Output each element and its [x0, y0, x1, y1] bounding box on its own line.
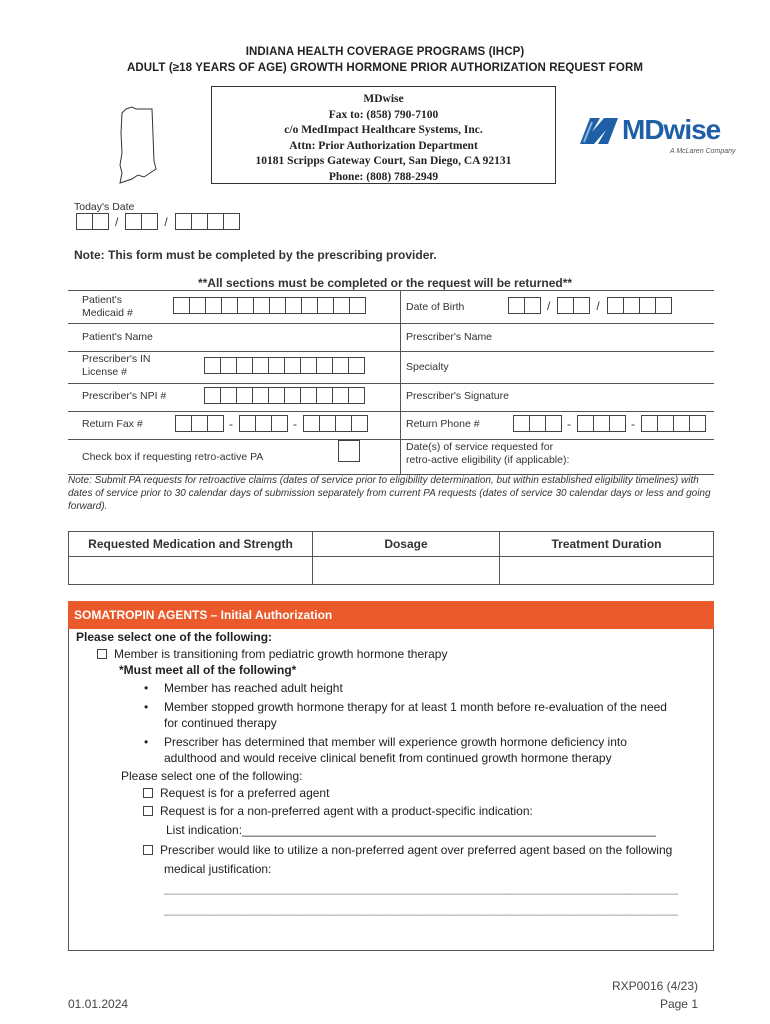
- option-transition-label: Member is transitioning from pediatric growth hormone therapy: [114, 647, 448, 661]
- table-row: [68, 351, 714, 384]
- form-title-line2: ADULT (≥18 YEARS OF AGE) GROWTH HORMONE PRIOR AUTHORIZATION REQUEST FORM: [126, 62, 644, 74]
- specialty-label: Specialty: [406, 361, 449, 373]
- duration-input[interactable]: [502, 559, 710, 581]
- return-fax-label: Return Fax #: [82, 418, 143, 430]
- dosage-input[interactable]: [315, 559, 497, 581]
- medicaid-label-1: Patient's: [82, 294, 122, 306]
- todays-date-label: Today's Date: [74, 201, 135, 213]
- license-label-1: Prescriber's IN: [82, 353, 151, 365]
- table-row: [68, 383, 714, 412]
- option-non-preferred[interactable]: [143, 804, 533, 818]
- npi-input[interactable]: [204, 387, 364, 404]
- care-of: c/o MedImpact Healthcare Systems, Inc.: [284, 124, 483, 137]
- medicaid-number-input[interactable]: [173, 297, 365, 314]
- option-preferred[interactable]: [143, 786, 329, 800]
- non-preferred-checkbox[interactable]: [143, 806, 153, 816]
- form-title-line1: INDIANA HEALTH COVERAGE PROGRAMS (IHCP): [245, 46, 525, 58]
- attn: Attn: Prior Authorization Department: [289, 139, 478, 152]
- todays-date-input[interactable]: / /: [76, 213, 239, 230]
- table-row: [68, 291, 714, 324]
- retro-checkbox-label: Check box if requesting retro-active PA: [82, 451, 264, 463]
- bullet-item: • Prescriber has determined that member will experience growth hormone deficiency into: [164, 735, 627, 749]
- option-justification-label: Prescriber would like to utilize a non-preferred agent over preferred agent based on the following: [160, 843, 673, 857]
- justification-label-continued: medical justification:: [164, 862, 272, 876]
- indiana-map-icon: [112, 103, 174, 187]
- signature-input[interactable]: [508, 385, 708, 407]
- specialty-input[interactable]: [508, 355, 708, 377]
- medication-input[interactable]: [71, 559, 309, 581]
- retro-dates-label-1: Date(s) of service requested for: [406, 441, 554, 453]
- transition-checkbox[interactable]: [97, 649, 107, 659]
- must-meet-heading: *Must meet all of the following*: [119, 663, 297, 677]
- patient-name-input[interactable]: [248, 325, 396, 347]
- mdwise-logo-mark-icon: [578, 116, 620, 146]
- med-header-medication: Requested Medication and Strength: [88, 537, 293, 551]
- signature-label: Prescriber's Signature: [406, 390, 509, 402]
- prescriber-name-input[interactable]: [508, 325, 708, 347]
- option-transition[interactable]: [97, 647, 447, 661]
- table-row: [68, 323, 714, 352]
- license-number-input[interactable]: [204, 357, 364, 374]
- bullet-item: • Member has reached adult height: [164, 681, 343, 695]
- fax-number: Fax to: (858) 790-7100: [328, 108, 439, 121]
- med-header-duration: Treatment Duration: [551, 537, 662, 551]
- all-sections-note: **All sections must be completed or the request will be returned**: [197, 276, 573, 290]
- phone-number: Phone: (808) 788-2949: [328, 170, 439, 183]
- npi-label: Prescriber's NPI #: [82, 390, 167, 402]
- preferred-checkbox[interactable]: [143, 788, 153, 798]
- form-code: RXP0016 (4/23): [611, 979, 698, 993]
- page-number: Page 1: [659, 997, 698, 1011]
- bullet-item-continued: adulthood and would receive clinical benefit from continued growth hormone therapy: [164, 751, 612, 765]
- prescriber-note: Note: This form must be completed by the prescribing provider.: [74, 248, 437, 262]
- retro-dates-label-2: retro-active eligibility (if applicable):: [406, 454, 570, 466]
- return-phone-label: Return Phone #: [406, 418, 480, 430]
- bullet-item-continued: for continued therapy: [164, 716, 277, 730]
- return-fax-input[interactable]: - -: [175, 415, 367, 432]
- mdwise-logo: [578, 114, 738, 164]
- medicaid-label-2: Medicaid #: [82, 307, 133, 319]
- section-header: SOMATROPIN AGENTS – Initial Authorization: [68, 601, 714, 629]
- justification-line[interactable]: _____________________________________________________________________________: [164, 881, 678, 895]
- patient-prescriber-table: [68, 290, 714, 466]
- logo-text: MDwise: [622, 114, 721, 145]
- justification-line[interactable]: _____________________________________________________________________________: [164, 902, 678, 916]
- address: 10181 Scripps Gateway Court, San Diego, CA 92131: [255, 155, 512, 168]
- fax-box-name: MDwise: [363, 93, 404, 105]
- med-header-dosage: Dosage: [384, 537, 428, 551]
- option-justification[interactable]: [143, 843, 672, 857]
- medication-table: [68, 531, 714, 585]
- logo-tagline: A McLaren Company: [670, 148, 736, 155]
- somatropin-section: [68, 629, 714, 951]
- table-row: [68, 439, 714, 475]
- patient-name-label: Patient's Name: [82, 331, 153, 343]
- return-phone-input[interactable]: - -: [513, 415, 705, 432]
- dob-input[interactable]: / /: [508, 297, 671, 314]
- select-one-heading: Please select one of the following:: [76, 630, 273, 644]
- fax-info-box: [211, 86, 556, 184]
- retro-pa-checkbox[interactable]: [338, 440, 360, 462]
- retro-note: Note: Submit PA requests for retroactive claims (dates of service prior to eligibility determination, but within established eligibility timelines) with dates of service prior to 30 calendar days of submission separately from current PA requests (dates of service 30 calendar days or less and going forward).: [68, 475, 711, 512]
- select-one-sub-heading: Please select one of the following:: [121, 769, 303, 783]
- bullet-item: • Member stopped growth hormone therapy for at least 1 month before re-evaluation of the need: [164, 700, 667, 714]
- list-indication-field[interactable]: List indication:______________________________________________________________: [166, 823, 656, 837]
- footer-date: 01.01.2024: [68, 997, 129, 1011]
- justification-checkbox[interactable]: [143, 845, 153, 855]
- dob-label: Date of Birth: [406, 301, 465, 313]
- option-preferred-label: Request is for a preferred agent: [160, 786, 330, 800]
- option-non-preferred-label: Request is for a non-preferred agent with a product-specific indication:: [160, 804, 533, 818]
- license-label-2: License #: [82, 366, 127, 378]
- table-row: [68, 411, 714, 440]
- prescriber-name-label: Prescriber's Name: [406, 331, 493, 343]
